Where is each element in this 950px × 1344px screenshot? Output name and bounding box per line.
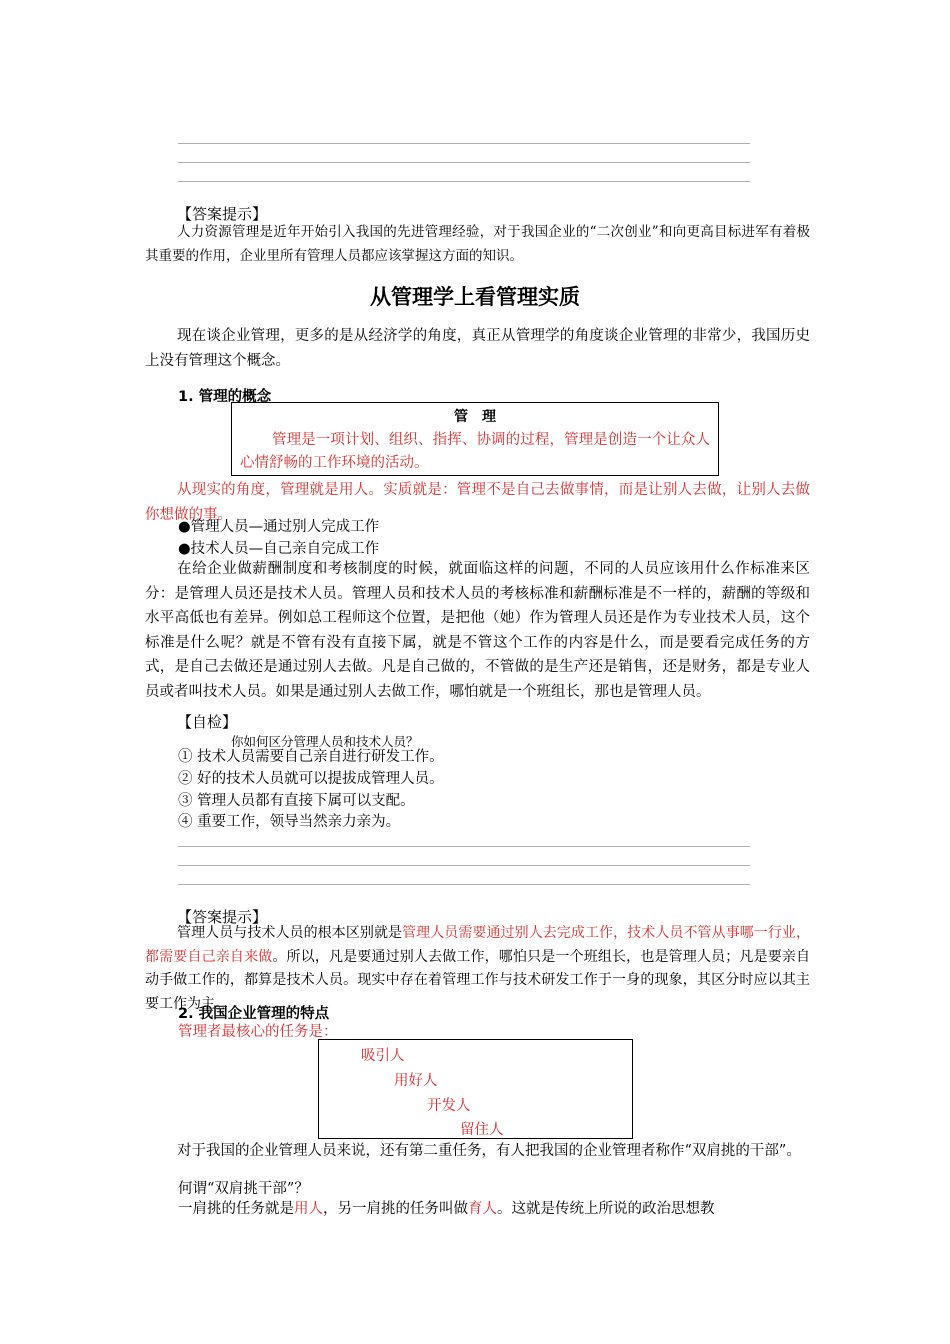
core-task-develop: 开发人 <box>427 1098 471 1114</box>
double-duty-question: 何谓“双肩挑干部”？ <box>178 1181 309 1197</box>
management-is-people-paragraph: 从现实的角度，管理就是用人。实质就是：管理不是自己去做事情，而是让别人去做，让别人去做你想做的事。 <box>145 482 810 523</box>
answer-line-6 <box>178 884 750 885</box>
definition-box <box>231 402 719 476</box>
answer-heading-top: 【答案提示】 <box>177 205 268 223</box>
answer-line-5 <box>178 865 750 866</box>
answer-text-2-part1: 管理人员与技术人员的根本区别就是 <box>177 925 403 941</box>
last-part3: 。这就是传统上所说的政治思想教 <box>497 1201 715 1217</box>
core-task-attract: 吸引人 <box>361 1048 405 1064</box>
intro-paragraph: 现在谈企业管理，更多的是从经济学的角度，真正从管理学的角度谈企业管理的非常少，我国历史上没有管理这个概念。 <box>145 328 810 369</box>
option-4: ④ 重要工作，领导当然亲力亲为。 <box>178 814 401 830</box>
salary-paragraph: 在给企业做薪酬制度和考核制度的时候，就面临这样的问题，不同的人员应该用什么作标准来区分：是管理人员还是技术人员。管理人员和技术人员的考核标准和薪酬标准是不一样的，薪酬的等级和水平高低也有差异。例如总工程师这个位置，是把他（她）作为管理人员还是作为专业技术人员，这个标准是什么呢？就是不管有没有直接下属，就是不管这个工作的内容是什么，而是要看完成任务的方式，是自己去做还是通过别人去做。凡是自己做的，不管做的是生产还是销售，还是财务，都是专业人员或者叫技术人员。如果是通过别人去做工作，哪怕就是一个班组长，那也是管理人员。 <box>145 561 810 700</box>
bullet-manager: ●管理人员—通过别人完成工作 <box>178 519 380 535</box>
answer-line-3 <box>178 181 750 182</box>
answer-text-2-highlight: 管理人员需要通过别人去完成工作，技术人员不管从事哪一行业，都需要自己亲自来做 <box>145 925 811 965</box>
last-part2: ，另一肩挑的任务叫做 <box>323 1201 468 1217</box>
double-duty-paragraph: 对于我国的企业管理人员来说，还有第二重任务，有人把我国的企业管理者称作“双肩挑的干部”。 <box>177 1143 801 1159</box>
page-title: 从管理学上看管理实质 <box>370 285 580 309</box>
core-task-box <box>318 1039 633 1139</box>
answer-text-top: 人力资源管理是近年开始引入我国的先进管理经验，对于我国企业的“二次创业”和向更高目标进军有着极其重要的作用，企业里所有管理人员都应该掌握这方面的知识。 <box>145 224 810 264</box>
core-task-label: 管理者最核心的任务是： <box>178 1024 338 1040</box>
last-educate-people: 育人 <box>468 1201 497 1217</box>
option-3: ③ 管理人员都有直接下属可以支配。 <box>178 793 415 809</box>
last-use-people: 用人 <box>294 1201 323 1217</box>
core-task-use: 用好人 <box>394 1073 438 1089</box>
core-task-retain: 留住人 <box>460 1122 504 1138</box>
double-duty-answer <box>178 1198 818 1220</box>
self-check-heading: 【自检】 <box>177 713 238 731</box>
option-2: ② 好的技术人员就可以提拔成管理人员。 <box>178 771 444 787</box>
answer-line-4 <box>178 846 750 847</box>
section1-title: 1. 管理的概念 <box>178 389 272 405</box>
answer-line-2 <box>178 162 750 163</box>
definition-box-title: 管 理 <box>454 409 496 425</box>
option-1: ① 技术人员需要自己亲自进行研发工作。 <box>178 749 444 765</box>
answer-line-1 <box>178 143 750 144</box>
section2-title: 2. 我国企业管理的特点 <box>178 1006 330 1022</box>
definition-box-text: 管理是一项计划、组织、指挥、协调的过程，管理是创造一个让众人心情舒畅的工作环境的活动。 <box>240 432 710 471</box>
answer-heading-2: 【答案提示】 <box>177 908 268 926</box>
last-part1: 一肩挑的任务就是 <box>178 1201 294 1217</box>
self-check-question: 你如何区分管理人员和技术人员？ <box>231 734 419 749</box>
bullet-technician: ●技术人员—自己亲自完成工作 <box>178 541 380 557</box>
answer-text-2-part3: 。所以，凡是要通过别人去做工作，哪怕只是一个班组长，也是管理人员；凡是要亲自动手做工作的，都算是技术人员。现实中存在着管理工作与技术研发工作于一身的现象，其区分时应以其主要工作为主。 <box>145 948 811 1012</box>
